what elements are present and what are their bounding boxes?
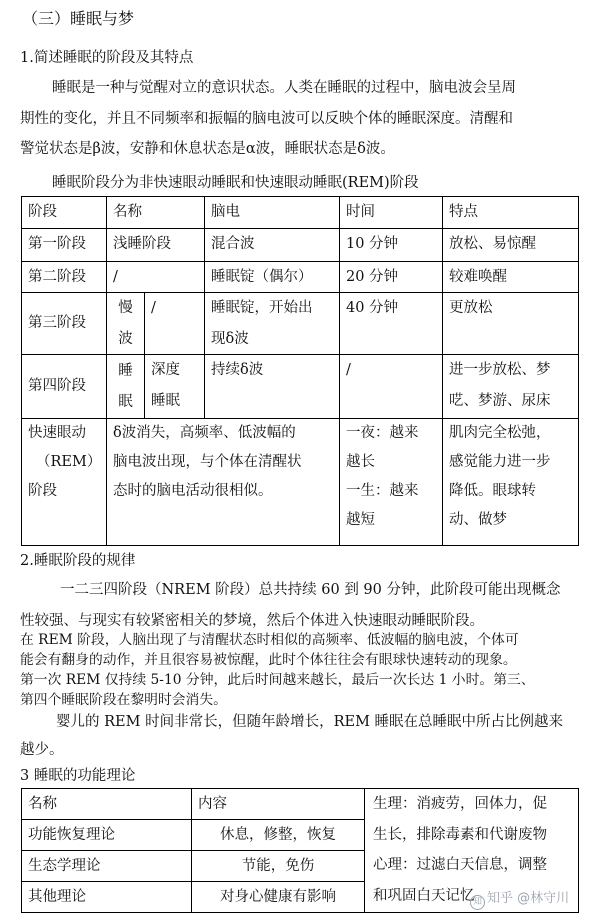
- subsection-title-2: 2.睡眠阶段的规律: [20, 553, 136, 569]
- table-cell: 第一阶段: [22, 228, 107, 261]
- cell-line: 感觉能力进一步: [449, 454, 551, 470]
- table-row: [22, 228, 579, 261]
- zhihu-logo-icon: 知: [470, 895, 485, 910]
- paragraph-2-line: 性较强、与现实有较紧密相关的梦境，然后个体进入快速眼动睡眠阶段。: [20, 612, 484, 629]
- table-cell: 第二阶段: [22, 261, 107, 293]
- paragraph-2: [20, 575, 576, 636]
- table-cell: 更放松: [443, 293, 579, 355]
- table-cell: 休息，修整，恢复: [192, 820, 365, 851]
- table-header: 脑电: [205, 197, 340, 229]
- paragraph-3-line: 在 REM 阶段，人脑出现了与清醒状态时相似的高频率、低波幅的脑电波，个体可: [20, 632, 519, 648]
- table-header: 名称: [22, 789, 192, 820]
- table-header-row: [22, 197, 579, 229]
- table-row: [22, 355, 579, 419]
- table-header: 阶段: [22, 197, 107, 229]
- table-cell: 浅睡阶段: [107, 228, 205, 261]
- watermark-text: 知乎 @林守川: [487, 891, 570, 906]
- subsection-title-3: 3 睡眠的功能理论: [20, 768, 136, 784]
- table-header: 时间: [340, 197, 443, 229]
- sleep-label: 睡: [118, 363, 133, 379]
- cell-line: 深度: [151, 362, 180, 378]
- paragraph-2-line: 一二三四阶段（NREM 阶段）总共持续 60 到 90 分钟，此阶段可能出现概念: [60, 582, 561, 598]
- cell-line: （REM）: [36, 454, 102, 470]
- paragraph-1: [20, 73, 576, 165]
- table-cell: [205, 293, 340, 355]
- table-cell: 生态学理论: [22, 851, 192, 882]
- table-cell: 40 分钟: [340, 293, 443, 355]
- table-cell: 20 分钟: [340, 261, 443, 293]
- table-cell: 功能恢复理论: [22, 820, 192, 851]
- table-header: 名称: [107, 197, 205, 229]
- cell-line: 睡眠: [151, 392, 180, 409]
- paragraph-4-line: 越少。: [20, 742, 64, 758]
- table-cell: [443, 419, 579, 546]
- table-cell: 第四阶段: [22, 355, 107, 419]
- table-cell: 较难唤醒: [443, 261, 579, 293]
- table-cell: /: [145, 293, 205, 355]
- cell-line: 降低。眼球转: [449, 483, 536, 499]
- paragraph-3: [20, 630, 580, 710]
- table-cell: [443, 355, 579, 419]
- subsection-title-1: 1.简述睡眠的阶段及其特点: [20, 50, 194, 66]
- table-cell: 放松、易惊醒: [443, 228, 579, 261]
- watermark: [470, 887, 569, 910]
- table-cell: 10 分钟: [340, 228, 443, 261]
- table-row: [22, 419, 579, 546]
- cell-line: 快速眼动: [28, 425, 86, 441]
- table-header: 内容: [192, 789, 365, 820]
- cell-line: 一生：越来: [346, 483, 419, 499]
- table-cell-merged-slow: [107, 293, 145, 355]
- cell-line: 肌肉完全松弛，: [449, 425, 551, 441]
- table-cell-merged-sleep: [107, 355, 145, 419]
- table-cell: [340, 419, 443, 546]
- table-cell: 混合波: [205, 228, 340, 261]
- cell-line: 进一步放松、梦: [449, 362, 551, 378]
- table-1-caption: 睡眠阶段分为非快速眼动睡眠和快速眼动睡眠(REM)阶段: [52, 175, 419, 191]
- table-cell: [22, 419, 107, 546]
- sleep-label: 眠: [118, 393, 133, 410]
- cell-line: 态时的脑电活动很相似。: [113, 483, 273, 499]
- table-header: 特点: [443, 197, 579, 229]
- paragraph-4-line: 婴儿的 REM 时间非常长，但随年龄增长，REM 睡眠在总睡眠中所占比例越来: [56, 714, 564, 730]
- cell-line: 现δ波: [211, 330, 249, 347]
- table-cell: [145, 355, 205, 419]
- cell-line: 动、做梦: [449, 512, 507, 528]
- cell-line: 越长: [346, 454, 375, 470]
- paragraph-1-line: 睡眠是一种与觉醒对立的意识状态。人类在睡眠的过程中，脑电波会呈周: [52, 80, 516, 96]
- table-cell: /: [340, 355, 443, 419]
- sleep-stages-table: [21, 196, 579, 546]
- table-cell: [107, 419, 340, 546]
- table-cell: 第三阶段: [22, 293, 107, 355]
- paragraph-1-line: 警觉状态是β波，安静和休息状态是α波，睡眠状态是δ波。: [20, 141, 395, 157]
- table-cell: 其他理论: [22, 882, 192, 913]
- paragraph-3-line: 第一次 REM 仅持续 5-10 分钟，此后时间越来越长，最后一次长达 1 小时。第三、: [20, 672, 535, 688]
- table-header-row: [22, 789, 579, 820]
- cell-line: δ波消失，高频率、低波幅的: [113, 425, 296, 441]
- cell-line: 心理：过滤白天信息，调整: [373, 857, 547, 873]
- paragraph-3-line: 能会有翻身的动作，并且很容易被惊醒，此时个体往往会有眼球快速转动的现象。: [20, 652, 517, 668]
- table-row: [22, 293, 579, 355]
- cell-line: 和巩固白天记忆: [373, 887, 475, 904]
- cell-line: 呓、梦游、尿床: [449, 392, 551, 409]
- table-cell: 对身心健康有影响: [192, 882, 365, 913]
- cell-line: 脑电波出现，与个体在清醒状: [113, 454, 302, 470]
- paragraph-3-line: 第四个睡眠阶段在黎明时会消失。: [20, 692, 227, 708]
- cell-line: 阶段: [28, 483, 57, 499]
- cell-line: 生长，排除毒素和代谢废物: [373, 826, 547, 843]
- paragraph-1-line: 期性的变化，并且不同频率和振幅的脑电波可以反映个体的睡眠深度。清醒和: [20, 110, 513, 127]
- table-row: [22, 261, 579, 293]
- slow-wave-label: 波: [118, 330, 133, 347]
- table-cell: 节能，免伤: [192, 851, 365, 882]
- table-cell: 持续δ波: [205, 355, 340, 419]
- cell-line: 一夜：越来: [346, 425, 419, 441]
- cell-line: 生理：消疲劳，回体力，促: [373, 796, 547, 812]
- section-title: （三）睡眠与梦: [22, 9, 135, 28]
- table-cell: /: [107, 261, 205, 293]
- paragraph-4: [20, 708, 576, 764]
- slow-wave-label: 慢: [118, 300, 133, 316]
- table-cell: 睡眠锭（偶尔）: [205, 261, 340, 293]
- cell-line: 越短: [346, 512, 375, 528]
- cell-line: 睡眠锭，开始出: [211, 300, 313, 316]
